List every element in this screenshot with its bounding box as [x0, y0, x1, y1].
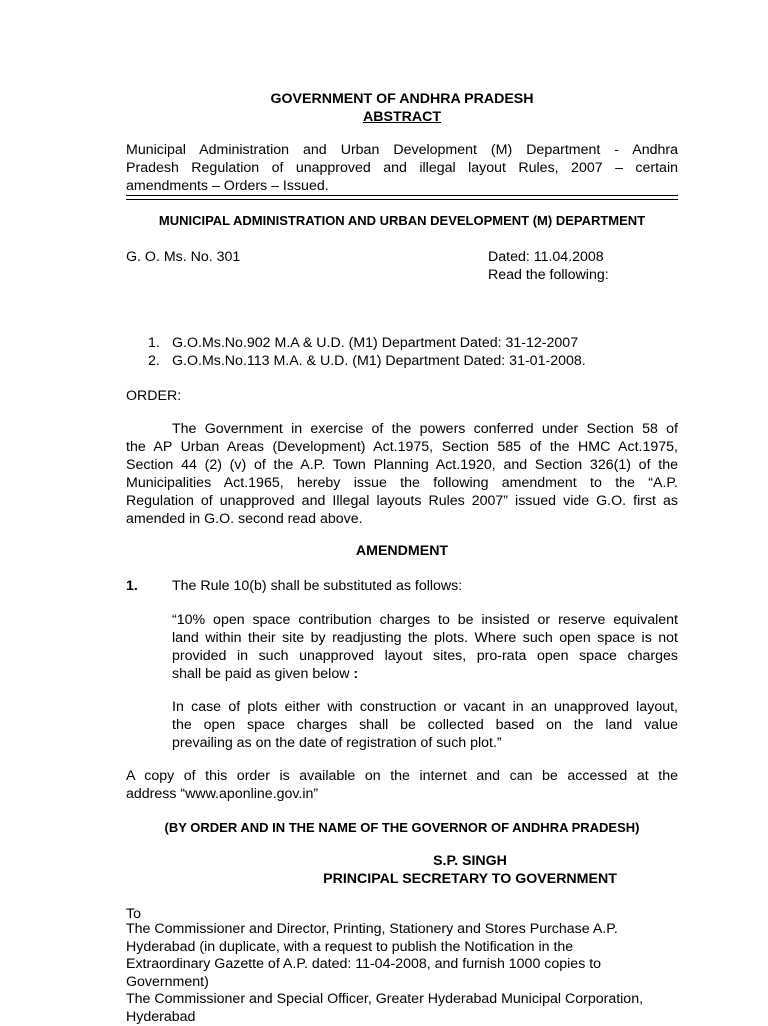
abstract-title: ABSTRACT: [0, 108, 768, 126]
subject-block: [126, 141, 678, 195]
order-paragraph: [126, 420, 678, 528]
quote-line: shall be paid as given below: [172, 666, 349, 682]
governor-line: (BY ORDER AND IN THE NAME OF THE GOVERNOR OF ANDHRA PRADESH): [126, 819, 678, 837]
quote-line: “10% open space contribution charges to be insisted or reserve equivalent: [172, 611, 678, 629]
order-line: The Government in exercise of the powers conferred under Section 58 of: [126, 420, 678, 438]
reference-text: G.O.Ms.No.902 M.A & U.D. (M1) Department Dated: 31-12-2007: [172, 334, 578, 352]
recipient-line: The Commissioner and Director, Printing, Stationery and Stores Purchase A.P.: [126, 921, 686, 939]
signatory-title: PRINCIPAL SECRETARY TO GOVERNMENT: [290, 870, 650, 888]
department-heading: MUNICIPAL ADMINISTRATION AND URBAN DEVELOPMENT (M) DEPARTMENT: [126, 212, 678, 230]
signatory-name: S.P. SINGH: [290, 852, 650, 870]
reference-text: G.O.Ms.No.113 M.A. & U.D. (M1) Department Dated: 31-01-2008.: [172, 352, 586, 370]
reference-number: 1.: [148, 335, 160, 351]
order-line: Regulation of unapproved and Illegal layouts Rules 2007” issued vide G.O. first as: [126, 492, 678, 510]
reference-number: 2.: [148, 353, 160, 369]
notice-line: address “www.aponline.gov.in”: [126, 785, 678, 803]
quote-line: land within their site by readjusting the plots. Where such open space is not: [172, 629, 678, 647]
quote-line: the open space charges shall be collected based on the land value: [172, 716, 678, 734]
recipient-line: The Commissioner and Special Officer, Greater Hyderabad Municipal Corporation,: [126, 991, 686, 1009]
go-date: Dated: 11.04.2008: [488, 248, 604, 266]
quote-line: prevailing as on the date of registration of such plot.”: [172, 734, 678, 752]
recipient-line: Government): [126, 974, 686, 992]
quote-line: In case of plots either with construction or vacant in an unapproved layout,: [172, 698, 678, 716]
read-following: Read the following:: [488, 266, 609, 284]
quote-line: provided in such unapproved layout sites, pro-rata open space charges: [172, 647, 678, 665]
government-title: GOVERNMENT OF ANDHRA PRADESH: [0, 90, 768, 108]
amendment-quote-1: [172, 611, 678, 683]
amendment-heading: AMENDMENT: [0, 542, 768, 560]
order-line: Section 44 (2) (v) of the A.P. Town Planning Act.1920, and Section 326(1) of the: [126, 456, 678, 474]
divider-line: [126, 199, 678, 200]
order-label: ORDER:: [126, 387, 181, 405]
subject-line: Municipal Administration and Urban Development (M) Department - Andhra: [126, 141, 678, 159]
reference-list: [148, 334, 160, 370]
notice-line: A copy of this order is available on the internet and can be accessed at the: [126, 767, 678, 785]
to-label: To: [126, 905, 141, 923]
copy-notice: [126, 767, 678, 803]
list-item: [148, 334, 160, 352]
order-line: the AP Urban Areas (Development) Act.1975, Section 585 of the HMC Act.1975,: [126, 438, 678, 456]
subject-line: amendments – Orders – Issued.: [126, 177, 678, 195]
amendment-number: 1.: [126, 577, 138, 595]
order-line: Municipalities Act.1965, hereby issue the following amendment to the “A.P.: [126, 474, 678, 492]
recipient-line: Extraordinary Gazette of A.P. dated: 11-04-2008, and furnish 1000 copies to: [126, 956, 686, 974]
list-item: [148, 352, 160, 370]
divider-line: [126, 195, 678, 196]
go-number: G. O. Ms. No. 301: [126, 248, 240, 266]
amendment-quote-2: [172, 698, 678, 752]
subject-line: Pradesh Regulation of unapproved and illegal layout Rules, 2007 – certain: [126, 159, 678, 177]
recipient-list: [126, 921, 686, 1026]
quote-colon: :: [353, 666, 358, 682]
recipient-line: Hyderabad: [126, 1009, 686, 1026]
recipient-line: Hyderabad (in duplicate, with a request to publish the Notification in the: [126, 939, 686, 957]
amendment-intro: The Rule 10(b) shall be substituted as follows:: [172, 577, 462, 595]
order-line: amended in G.O. second read above.: [126, 510, 678, 528]
